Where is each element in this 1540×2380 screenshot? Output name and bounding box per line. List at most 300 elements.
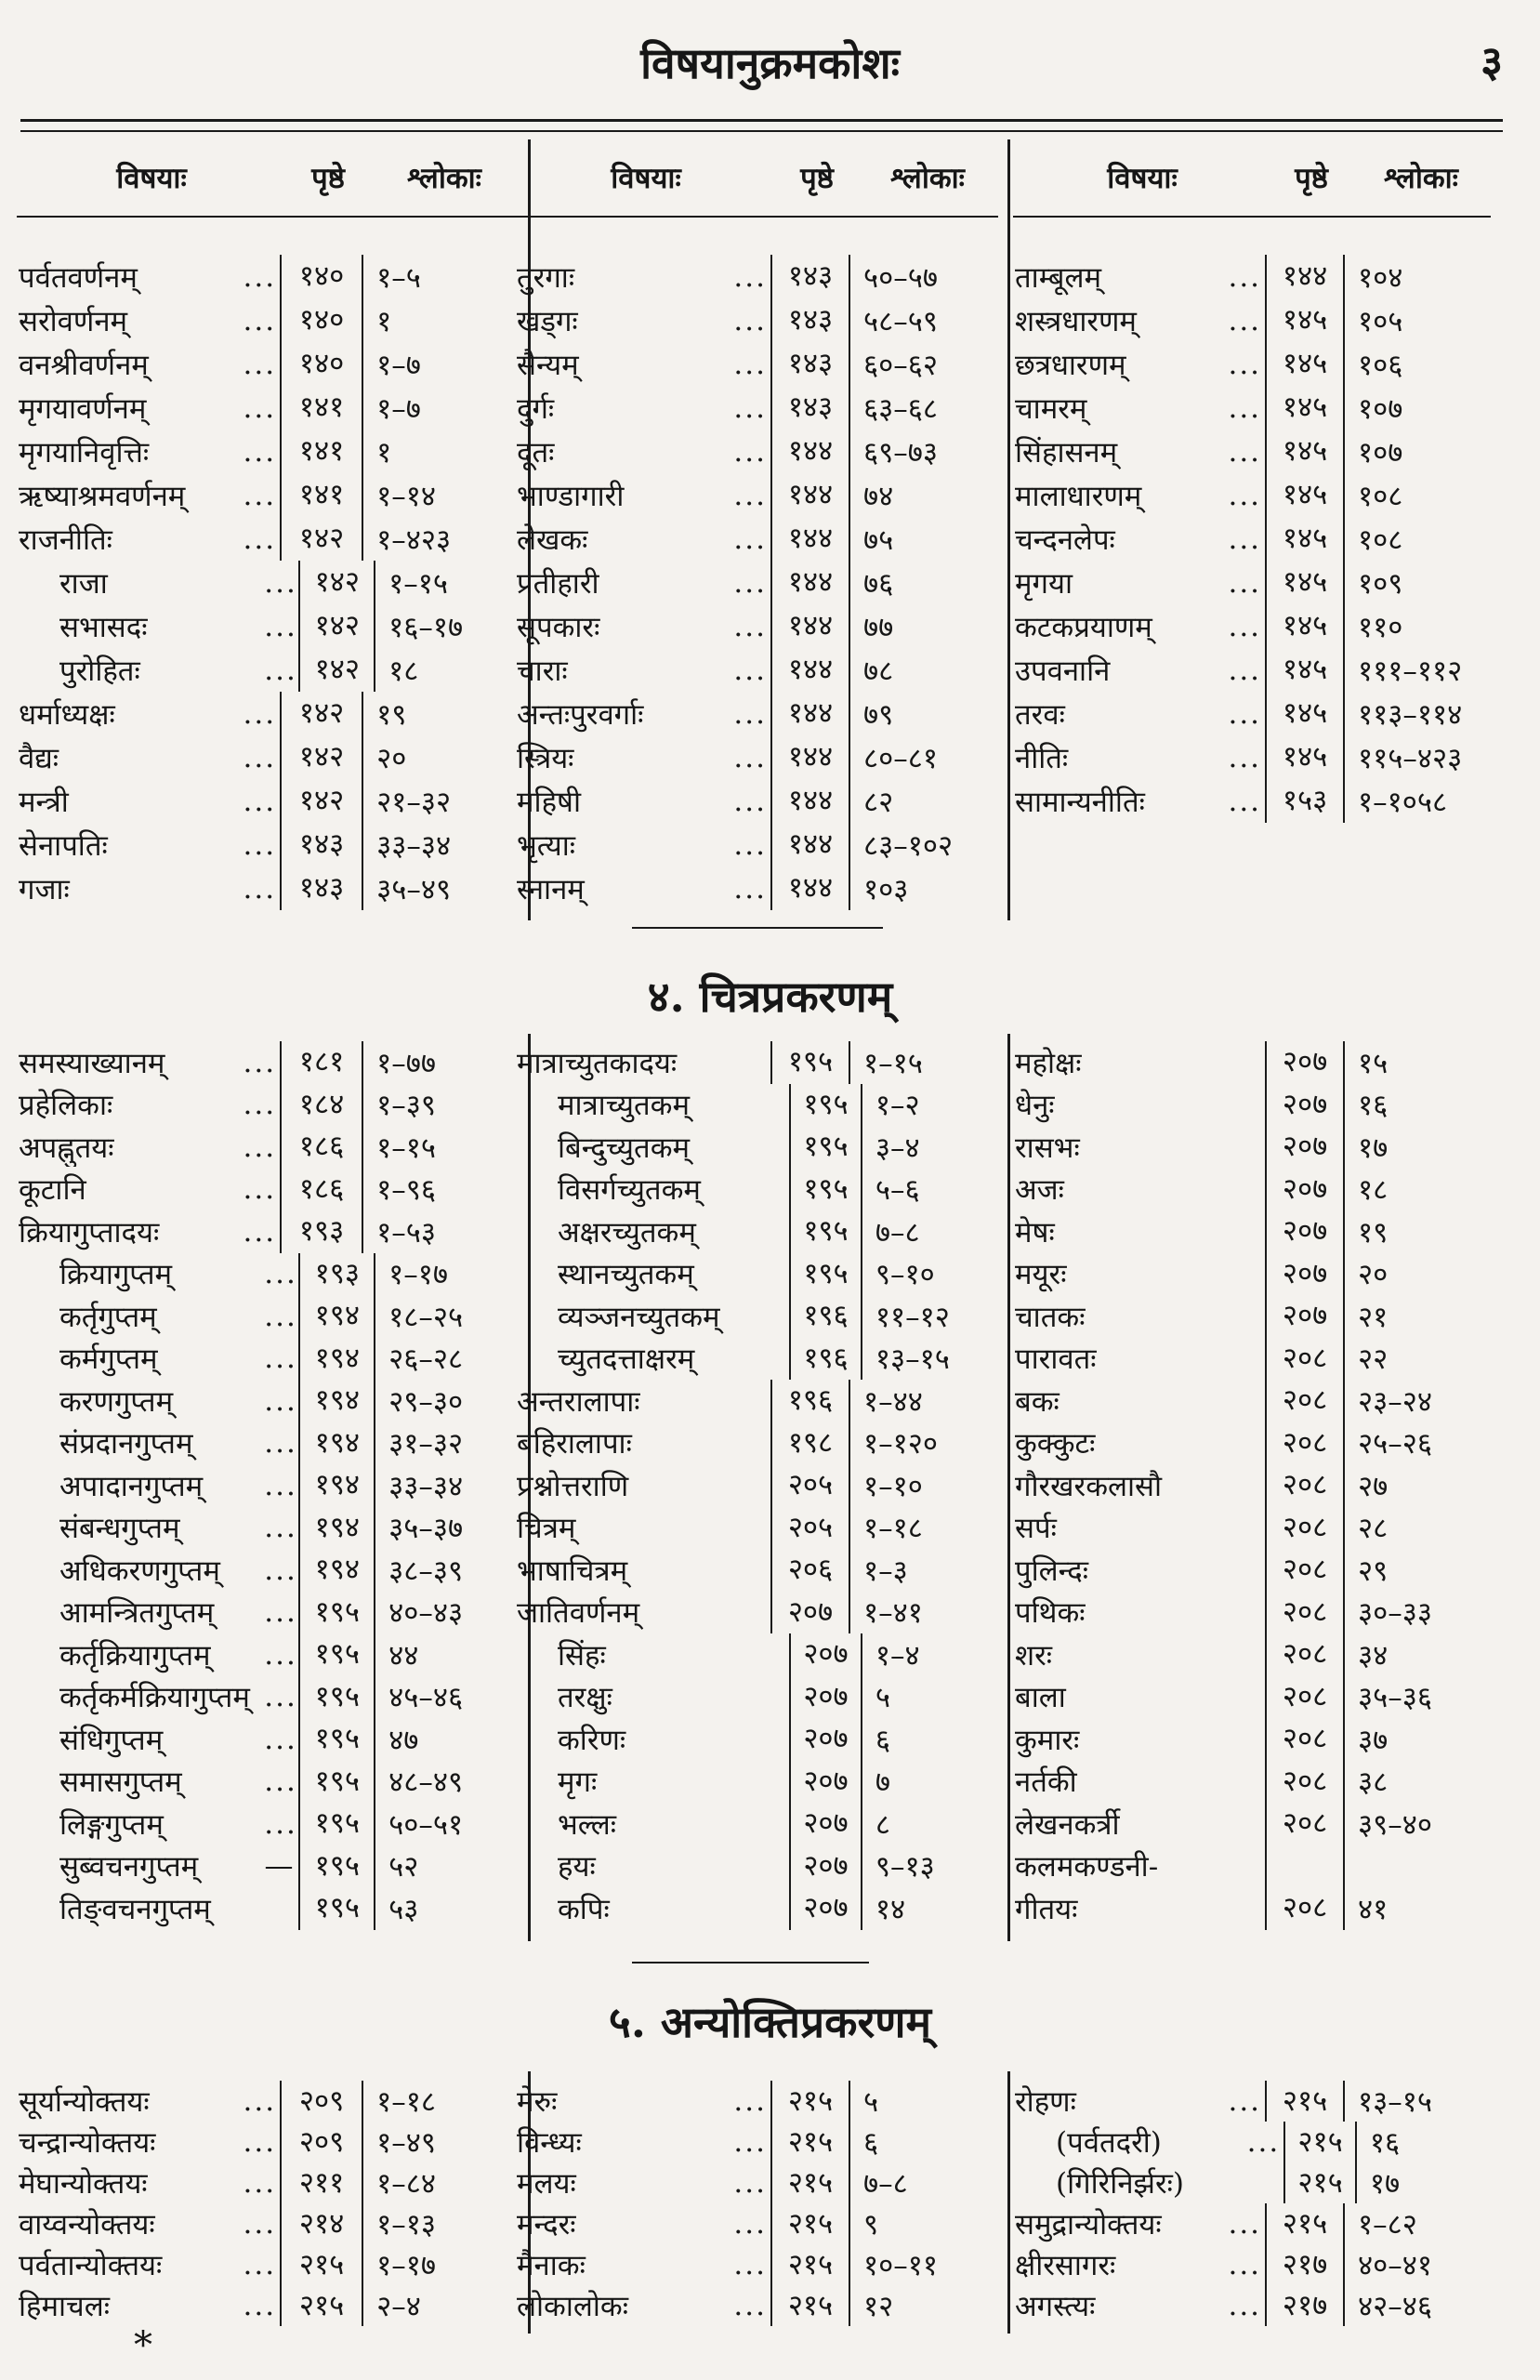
entry-verse-range: २६–२८ bbox=[388, 1342, 464, 1377]
entry-verse-range: ६३–६८ bbox=[863, 391, 938, 426]
entry-topic: खड्गः bbox=[517, 304, 578, 338]
entry-topic: चातकः bbox=[1015, 1300, 1086, 1334]
entry-page-number: १९३ bbox=[298, 1253, 375, 1296]
index-entry-row bbox=[1013, 1041, 1491, 1084]
entry-page-number: २०८ bbox=[1265, 1676, 1345, 1719]
index-column bbox=[515, 1034, 998, 1930]
entry-page-number: १८६ bbox=[280, 1126, 363, 1169]
index-entry-row bbox=[17, 2203, 519, 2244]
entry-page-number: १९५ bbox=[298, 1845, 375, 1888]
entry-topic: व्यञ्जनच्युतकम् bbox=[558, 1300, 720, 1334]
entry-topic: मेरुः bbox=[517, 2085, 558, 2119]
entry-leader: ... bbox=[243, 1172, 277, 1207]
entry-verse-range: १०९ bbox=[1358, 566, 1403, 601]
index-entry-row bbox=[515, 1380, 998, 1422]
entry-page-number: २१७ bbox=[1265, 2244, 1345, 2285]
index-entry-row bbox=[515, 1338, 998, 1381]
entry-verse-range: ७–८ bbox=[863, 2167, 908, 2201]
entry-verse-range: २३–२४ bbox=[1358, 1384, 1432, 1419]
entry-page-number: २०८ bbox=[1265, 1380, 1345, 1422]
entry-verse-range: १–४९ bbox=[376, 2126, 436, 2160]
entry-verse-range: ११५–४२३ bbox=[1358, 741, 1463, 775]
entry-page-number: २०७ bbox=[789, 1718, 862, 1761]
entry-verse-range: १–८२ bbox=[1358, 2208, 1417, 2241]
entry-leader: ... bbox=[733, 609, 767, 643]
index-entry-row bbox=[515, 430, 998, 473]
entry-verse-range: १९ bbox=[1358, 1215, 1389, 1250]
entry-page-number: २०७ bbox=[789, 1803, 862, 1845]
index-entry-row bbox=[17, 1295, 519, 1338]
entry-page-number: २१७ bbox=[1265, 2285, 1345, 2326]
entry-page-number: २०५ bbox=[770, 1507, 850, 1550]
entry-leader: ... bbox=[733, 653, 767, 687]
entry-verse-range: १०६ bbox=[1358, 348, 1403, 382]
entry-topic: रासभः bbox=[1015, 1130, 1080, 1165]
entry-page-number: १८६ bbox=[280, 1169, 363, 1211]
entry-page-number: २१५ bbox=[770, 2244, 850, 2285]
section-title-anyokti: ५. अन्योक्तिप्रकरणम् bbox=[608, 1997, 932, 2047]
index-entry-row bbox=[17, 1887, 519, 1930]
entry-verse-range: ४०–४३ bbox=[388, 1596, 464, 1631]
entry-leader: ... bbox=[264, 653, 297, 687]
entry-topic: क्रियागुप्तादयः bbox=[19, 1215, 160, 1250]
entry-verse-range: ११–१२ bbox=[875, 1300, 950, 1334]
index-entry-row bbox=[17, 2081, 519, 2122]
entry-topic: मन्त्री bbox=[19, 785, 69, 819]
entry-page-number: १४५ bbox=[1265, 692, 1345, 735]
index-entry-row bbox=[515, 1633, 998, 1676]
entry-leader: ... bbox=[1228, 347, 1262, 381]
entry-topic: च्युतदत्ताक्षरम् bbox=[558, 1342, 695, 1377]
page-header bbox=[0, 0, 1540, 139]
entry-topic: अगस्त्यः bbox=[1015, 2290, 1096, 2323]
entry-page-number: १९४ bbox=[298, 1464, 375, 1507]
entry-page-number: १४५ bbox=[1265, 517, 1345, 561]
entry-page-number: २०८ bbox=[1265, 1761, 1345, 1804]
index-entry-row bbox=[1013, 1676, 1491, 1719]
entry-page-number: १४२ bbox=[298, 604, 375, 648]
entry-topic: सभासदः bbox=[59, 610, 148, 644]
index-entry-row bbox=[515, 2122, 998, 2162]
entry-leader: ... bbox=[243, 2125, 277, 2159]
entry-page-number: १४१ bbox=[280, 430, 363, 473]
index-entry-row bbox=[17, 1507, 519, 1550]
entry-verse-range: १–५ bbox=[376, 260, 421, 295]
entry-topic: लेखनकर्त्री bbox=[1015, 1807, 1120, 1842]
index-entry-row bbox=[1013, 1507, 1491, 1550]
entry-topic: बाला bbox=[1015, 1681, 1066, 1715]
header-page: पृष्ठे bbox=[311, 162, 345, 195]
entry-page-number: २०७ bbox=[789, 1633, 862, 1676]
entry-topic: मृगया bbox=[1015, 566, 1073, 601]
entry-topic: बहिरालापाः bbox=[517, 1427, 632, 1461]
entry-verse-range: ११० bbox=[1358, 610, 1403, 644]
entry-page-number: १४४ bbox=[770, 648, 850, 692]
entry-verse-range: २० bbox=[1358, 1258, 1389, 1292]
entry-verse-range: १६ bbox=[1369, 2126, 1401, 2160]
entry-page-number: २०७ bbox=[789, 1887, 862, 1930]
entry-page-number: २०९ bbox=[280, 2122, 363, 2162]
entry-verse-range: १–३९ bbox=[376, 1089, 436, 1123]
entry-page-number: २१५ bbox=[770, 2285, 850, 2326]
column-divider bbox=[1007, 2071, 1010, 2334]
entry-topic: समस्याख्यानम् bbox=[19, 1046, 165, 1080]
entry-topic: कलमकण्डनी- bbox=[1015, 1850, 1159, 1884]
index-entry-row bbox=[17, 648, 519, 692]
entry-leader: ... bbox=[243, 2207, 277, 2241]
entry-leader: ... bbox=[733, 2166, 767, 2200]
index-entry-row bbox=[515, 2203, 998, 2244]
index-entry-row bbox=[515, 1845, 998, 1888]
index-entry-row bbox=[515, 1761, 998, 1804]
entry-leader: ... bbox=[264, 1299, 297, 1333]
entry-page-number: १९५ bbox=[298, 1592, 375, 1634]
entry-verse-range: १ bbox=[376, 435, 392, 469]
index-entry-row bbox=[1013, 2203, 1491, 2244]
entry-verse-range: १८–२५ bbox=[388, 1300, 464, 1334]
entry-leader: ... bbox=[1228, 2248, 1262, 2281]
entry-topic: भाषाचित्रम् bbox=[517, 1554, 628, 1588]
entry-verse-range: ३८ bbox=[1358, 1765, 1389, 1800]
entry-topic: चित्रम् bbox=[517, 1512, 576, 1546]
entry-verse-range: १०४ bbox=[1358, 260, 1403, 295]
entry-verse-range: १–१८ bbox=[376, 2085, 436, 2119]
entry-page-number: १९४ bbox=[298, 1549, 375, 1592]
entry-leader: ... bbox=[243, 2166, 277, 2200]
entry-verse-range: ७ bbox=[875, 1765, 890, 1800]
entry-topic: राजनीतिः bbox=[19, 522, 112, 557]
index-entry-row bbox=[1013, 1718, 1491, 1761]
entry-page-number: २०७ bbox=[789, 1761, 862, 1804]
index-entry-row bbox=[515, 1253, 998, 1296]
entry-page-number: १९३ bbox=[280, 1210, 363, 1253]
entry-verse-range: १७ bbox=[1369, 2167, 1401, 2201]
entry-topic: प्रहेलिकाः bbox=[19, 1089, 113, 1123]
entry-page-number: २०७ bbox=[770, 1592, 850, 1634]
entry-leader: ... bbox=[243, 696, 277, 731]
index-entry-row bbox=[515, 1464, 998, 1507]
entry-topic: सूर्यान्योक्तयः bbox=[19, 2085, 150, 2119]
entry-leader: ... bbox=[264, 609, 297, 643]
index-entry-row bbox=[17, 342, 519, 386]
entry-page-number: १४५ bbox=[1265, 298, 1345, 342]
entry-page-number: १९५ bbox=[770, 1041, 850, 1084]
entry-page-number: १४० bbox=[280, 342, 363, 386]
entry-verse-range: ४२–४६ bbox=[1358, 2290, 1432, 2323]
entry-topic: पथिकः bbox=[1015, 1596, 1086, 1631]
entry-topic: धेनुः bbox=[1015, 1089, 1055, 1123]
index-entry-row bbox=[17, 779, 519, 823]
entry-topic: (गिरिनिर्झरः) bbox=[1056, 2167, 1184, 2201]
index-entry-row bbox=[1013, 2285, 1491, 2326]
entry-verse-range: ६०–६२ bbox=[863, 348, 938, 382]
entry-page-number: २०८ bbox=[1265, 1464, 1345, 1507]
header-rule bbox=[20, 119, 1503, 122]
entry-leader: ... bbox=[1228, 696, 1262, 731]
entry-leader: ... bbox=[1228, 2289, 1262, 2322]
entry-page-number: २०८ bbox=[1265, 1422, 1345, 1465]
entry-page-number: १४३ bbox=[770, 342, 850, 386]
entry-verse-range: १–४२३ bbox=[376, 522, 452, 557]
index-entry-row bbox=[17, 604, 519, 648]
entry-verse-range: ६ bbox=[863, 2126, 879, 2160]
index-entry-row bbox=[1013, 1422, 1491, 1465]
entry-page-number: १८४ bbox=[280, 1084, 363, 1127]
entry-page-number: २०८ bbox=[1265, 1549, 1345, 1592]
running-title: विषयानुक्रमकोशः bbox=[640, 38, 900, 88]
entry-leader: ... bbox=[264, 1680, 297, 1714]
entry-page-number: १४३ bbox=[280, 866, 363, 910]
entry-leader: ... bbox=[1228, 390, 1262, 425]
index-entry-row bbox=[515, 386, 998, 430]
header-verses: श्लोकाः bbox=[1384, 162, 1458, 195]
entry-page-number: २०८ bbox=[1265, 1338, 1345, 1381]
entry-topic: सेनापतिः bbox=[19, 828, 108, 863]
index-entry-row bbox=[515, 1592, 998, 1634]
entry-verse-range: १८ bbox=[1358, 1173, 1389, 1208]
entry-leader: ... bbox=[264, 1765, 297, 1799]
entry-topic: लिङ्गगुप्तम् bbox=[59, 1807, 164, 1842]
index-entry-row bbox=[17, 1633, 519, 1676]
entry-page-number: १९४ bbox=[298, 1295, 375, 1338]
index-entry-row bbox=[17, 2122, 519, 2162]
entry-page-number: १९४ bbox=[298, 1507, 375, 1550]
section-separator bbox=[632, 1962, 869, 1964]
entry-topic: शरः bbox=[1015, 1638, 1053, 1673]
entry-verse-range: १३–१५ bbox=[1358, 2085, 1432, 2119]
entry-page-number: २०७ bbox=[1265, 1041, 1345, 1084]
entry-verse-range: ३३–३४ bbox=[376, 828, 452, 863]
index-entry-row bbox=[1013, 1253, 1491, 1296]
entry-page-number: १४५ bbox=[1265, 561, 1345, 604]
entry-verse-range: १–४१ bbox=[863, 1596, 923, 1631]
entry-topic: चामरम् bbox=[1015, 391, 1087, 426]
entry-leader: ... bbox=[264, 1637, 297, 1672]
entry-verse-range: ९–१३ bbox=[875, 1850, 935, 1884]
entry-verse-range: ७–८ bbox=[875, 1215, 920, 1250]
index-entry-row bbox=[515, 2081, 998, 2122]
entry-verse-range: १–३ bbox=[863, 1554, 908, 1588]
entry-topic: मेघान्योक्तयः bbox=[19, 2167, 148, 2201]
footnote-mark: * bbox=[134, 2324, 152, 2367]
index-column bbox=[17, 2071, 519, 2326]
index-entry-row bbox=[17, 1422, 519, 1465]
entry-leader: ... bbox=[733, 478, 767, 512]
entry-topic: कर्मगुप्तम् bbox=[59, 1342, 158, 1377]
entry-verse-range: ३४ bbox=[1358, 1638, 1389, 1673]
index-entry-row bbox=[515, 561, 998, 604]
index-entry-row bbox=[515, 1676, 998, 1719]
entry-topic: अपादानगुप्तम् bbox=[59, 1469, 204, 1503]
entry-leader: ... bbox=[243, 1130, 277, 1164]
index-entry-row bbox=[515, 1295, 998, 1338]
entry-page-number: १९५ bbox=[298, 1761, 375, 1804]
entry-leader: ... bbox=[733, 696, 767, 731]
index-entry-row bbox=[515, 1041, 998, 1084]
index-entry-row bbox=[515, 298, 998, 342]
entry-leader: ... bbox=[264, 1595, 297, 1630]
entry-verse-range: १२ bbox=[863, 2290, 894, 2323]
entry-page-number: १४४ bbox=[770, 735, 850, 779]
column-header-row bbox=[515, 139, 998, 218]
entry-verse-range: १५ bbox=[1358, 1046, 1389, 1080]
entry-leader: ... bbox=[1228, 478, 1262, 512]
entry-topic: अधिकरणगुप्तम् bbox=[59, 1554, 220, 1588]
entry-page-number: २१५ bbox=[770, 2122, 850, 2162]
entry-verse-range: ७६ bbox=[863, 566, 894, 601]
header-page: पृष्ठे bbox=[1295, 162, 1328, 195]
entry-topic: अजः bbox=[1015, 1173, 1064, 1208]
index-column bbox=[1013, 1034, 1491, 1930]
section-separator bbox=[632, 927, 883, 929]
entry-leader: ... bbox=[243, 259, 277, 294]
entry-verse-range: २९ bbox=[1358, 1554, 1389, 1588]
entry-verse-range: १४ bbox=[875, 1892, 906, 1926]
entry-page-number: २०८ bbox=[1265, 1887, 1345, 1930]
entry-page-number: २०७ bbox=[1265, 1210, 1345, 1253]
entry-topic: रोहणः bbox=[1015, 2085, 1076, 2119]
entry-leader: ... bbox=[1228, 784, 1262, 818]
entry-page-number: २१४ bbox=[280, 2203, 363, 2244]
index-entry-row bbox=[1013, 1295, 1491, 1338]
entry-leader: ... bbox=[264, 1806, 297, 1841]
index-entry-row bbox=[17, 386, 519, 430]
entry-leader: ... bbox=[243, 1214, 277, 1249]
entry-leader: ... bbox=[733, 2084, 767, 2118]
entry-topic: मृगयानिवृत्तिः bbox=[19, 435, 150, 469]
entry-leader: ... bbox=[1228, 740, 1262, 774]
entry-page-number: १९६ bbox=[789, 1295, 862, 1338]
index-entry-row bbox=[1013, 779, 1491, 823]
entry-topic: समुद्रान्योक्तयः bbox=[1015, 2208, 1162, 2241]
entry-leader: ... bbox=[243, 347, 277, 381]
entry-topic: संबन्धगुप्तम् bbox=[59, 1512, 180, 1546]
entry-topic: कटकप्रयाणम् bbox=[1015, 610, 1152, 644]
index-entry-row bbox=[17, 692, 519, 735]
index-table-general bbox=[0, 139, 1540, 920]
entry-verse-range: १०–११ bbox=[863, 2249, 938, 2282]
entry-topic: भाण्डागारी bbox=[517, 479, 625, 513]
index-column bbox=[1013, 2071, 1491, 2326]
entry-leader: ... bbox=[243, 2084, 277, 2118]
entry-topic: विसर्गच्युतकम् bbox=[558, 1173, 701, 1208]
entry-page-number: १९५ bbox=[789, 1084, 862, 1127]
entry-verse-range: ३५–४९ bbox=[376, 872, 452, 906]
entry-page-number: १४४ bbox=[1265, 255, 1345, 298]
entry-leader: ... bbox=[1228, 303, 1262, 337]
entry-topic: अक्षरच्युतकम् bbox=[558, 1215, 696, 1250]
entry-page-number: १४३ bbox=[770, 386, 850, 430]
index-entry-row bbox=[515, 1422, 998, 1465]
entry-leader: ... bbox=[1228, 259, 1262, 294]
header-verses: श्लोकाः bbox=[890, 162, 965, 195]
entry-verse-range: ३०–३३ bbox=[1358, 1596, 1432, 1631]
entry-topic: क्रियागुप्तम् bbox=[59, 1258, 173, 1292]
header-page: पृष्ठे bbox=[800, 162, 834, 195]
entry-verse-range: ५०–५१ bbox=[388, 1807, 464, 1842]
index-entry-row bbox=[17, 1084, 519, 1127]
entry-page-number: २०८ bbox=[1265, 1718, 1345, 1761]
index-column bbox=[1013, 139, 1491, 823]
entry-topic: पुलिन्दः bbox=[1015, 1554, 1088, 1588]
entry-verse-range: ५०–५७ bbox=[863, 260, 938, 295]
entry-page-number: २१५ bbox=[1265, 2203, 1345, 2244]
entry-verse-range: ४१ bbox=[1358, 1892, 1389, 1926]
index-entry-row bbox=[1013, 648, 1491, 692]
entry-leader: ... bbox=[264, 1511, 297, 1545]
entry-verse-range: १०७ bbox=[1358, 391, 1403, 426]
entry-topic: मयूरः bbox=[1015, 1258, 1067, 1292]
index-entry-row bbox=[515, 1887, 998, 1930]
entry-page-number: १९५ bbox=[298, 1887, 375, 1930]
entry-verse-range: १६–१७ bbox=[388, 610, 464, 644]
entry-page-number: १४४ bbox=[770, 561, 850, 604]
index-entry-row bbox=[1013, 1633, 1491, 1676]
index-entry-row bbox=[515, 473, 998, 517]
entry-topic: संधिगुप्तम् bbox=[59, 1723, 164, 1757]
index-entry-row bbox=[17, 1803, 519, 1845]
entry-page-number: १४५ bbox=[1265, 648, 1345, 692]
entry-page-number: १९५ bbox=[789, 1253, 862, 1296]
entry-topic: सरोवर्णनम् bbox=[19, 304, 128, 338]
index-entry-row bbox=[1013, 430, 1491, 473]
entry-topic: पुरोहितः bbox=[59, 654, 140, 688]
entry-verse-range: ३९–४० bbox=[1358, 1807, 1432, 1842]
index-entry-row bbox=[515, 2162, 998, 2203]
index-entry-row bbox=[515, 2244, 998, 2285]
entry-leader: ... bbox=[733, 303, 767, 337]
entry-leader: ... bbox=[264, 1426, 297, 1461]
column-header-row bbox=[1013, 139, 1491, 218]
index-entry-row bbox=[17, 1464, 519, 1507]
entry-leader: ... bbox=[264, 1468, 297, 1502]
entry-page-number: १८१ bbox=[280, 1041, 363, 1084]
index-entry-row bbox=[515, 779, 998, 823]
entry-topic: स्त्रियः bbox=[517, 741, 574, 775]
entry-topic: मात्राच्युतकादयः bbox=[517, 1046, 678, 1080]
entry-topic: समासगुप्तम् bbox=[59, 1765, 182, 1800]
entry-topic: भृत्याः bbox=[517, 828, 576, 863]
entry-verse-range: १–७ bbox=[376, 391, 421, 426]
entry-verse-range: १–१७ bbox=[388, 1258, 449, 1292]
index-entry-row bbox=[1013, 298, 1491, 342]
entry-verse-range: १८ bbox=[388, 654, 419, 688]
index-entry-row bbox=[1013, 692, 1491, 735]
index-entry-row bbox=[1013, 604, 1491, 648]
entry-verse-range: १–२ bbox=[875, 1089, 920, 1123]
entry-page-number: २०७ bbox=[789, 1676, 862, 1719]
entry-topic: अन्तःपुरवर्गाः bbox=[517, 697, 644, 732]
entry-page-number: १९६ bbox=[789, 1338, 862, 1381]
entry-page-number: १४५ bbox=[1265, 735, 1345, 779]
entry-page-number: १९५ bbox=[298, 1803, 375, 1845]
entry-topic: तुरगाः bbox=[517, 260, 575, 295]
header-topic: विषयाः bbox=[1107, 162, 1178, 195]
entry-topic: उपवनानि bbox=[1015, 654, 1111, 688]
entry-topic: कर्तृकर्मक्रियागुप्तम् bbox=[59, 1681, 250, 1715]
index-entry-row bbox=[1013, 342, 1491, 386]
entry-verse-range: ३५–३६ bbox=[1358, 1681, 1432, 1715]
index-entry-row bbox=[1013, 1210, 1491, 1253]
header-rule-double bbox=[20, 130, 1503, 132]
entry-topic: करिणः bbox=[558, 1723, 626, 1757]
entry-page-number: १९५ bbox=[298, 1633, 375, 1676]
entry-verse-range: १–१३ bbox=[376, 2208, 436, 2241]
entry-topic: तरक्षुः bbox=[558, 1681, 612, 1715]
entry-topic: स्थानच्युतकम् bbox=[558, 1258, 694, 1292]
index-entry-row bbox=[17, 298, 519, 342]
entry-leader: ... bbox=[264, 1257, 297, 1291]
